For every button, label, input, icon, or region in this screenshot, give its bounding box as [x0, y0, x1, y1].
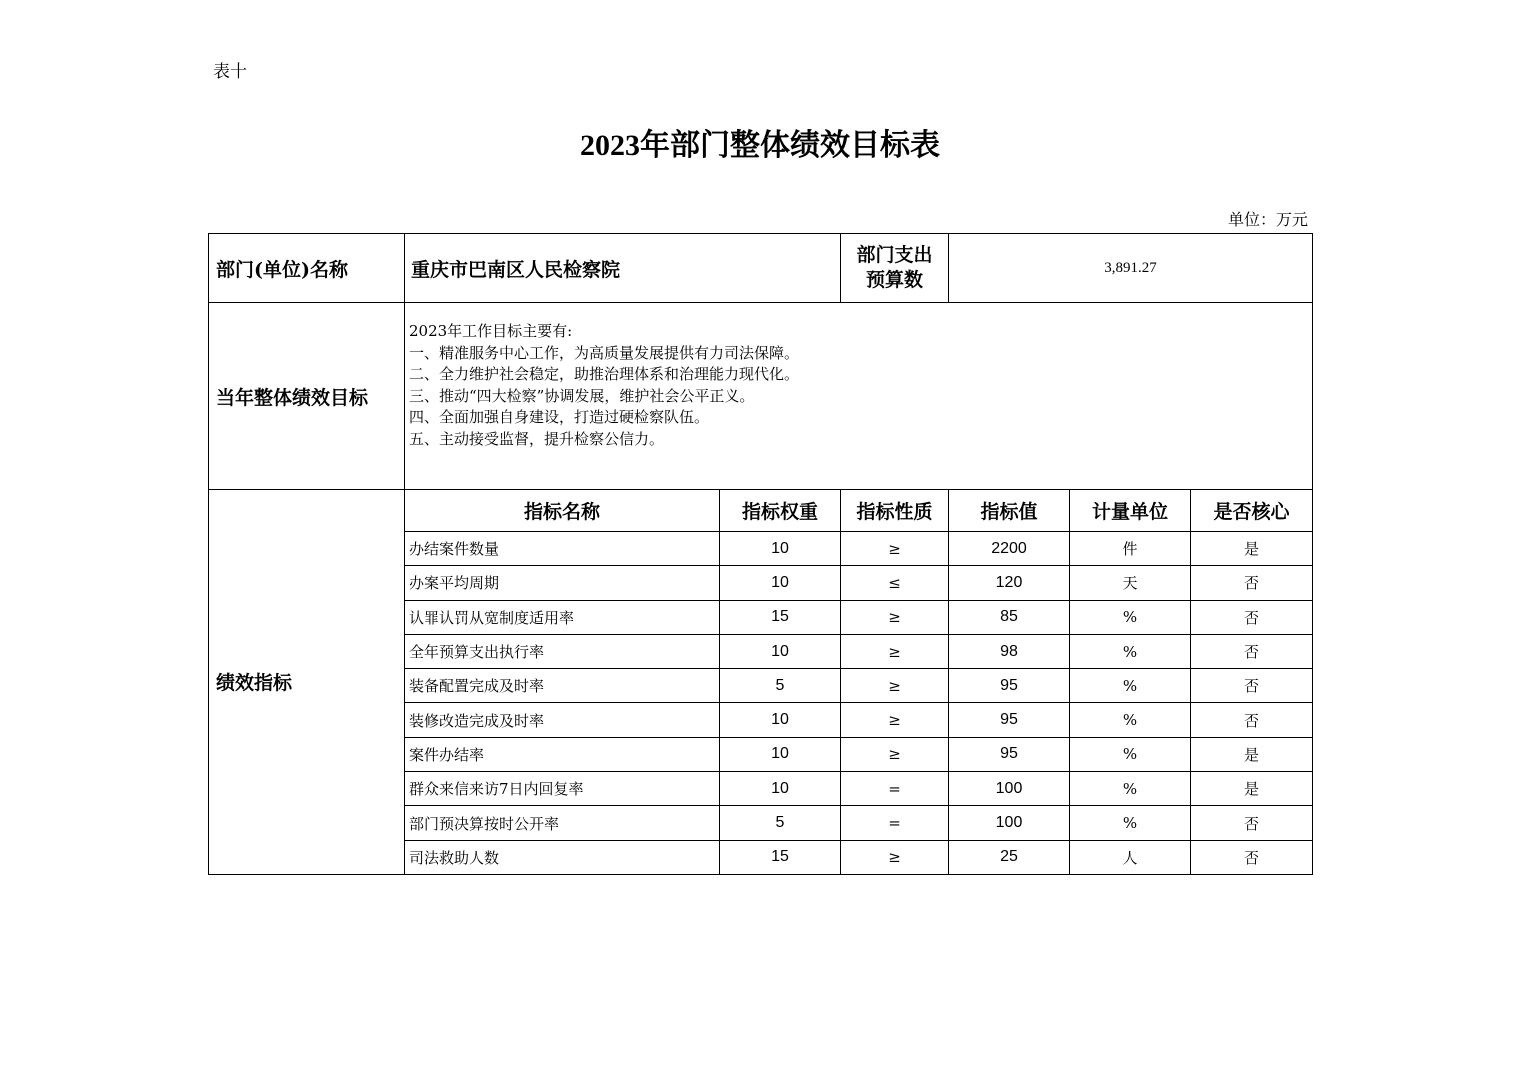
budget-label-line-2: 预算数 [866, 269, 924, 291]
indicator-unit: % [1070, 669, 1191, 703]
indicator-nature: ≥ [841, 532, 949, 566]
column-header: 指标权重 [720, 490, 841, 532]
indicator-name: 案件办结率 [405, 737, 720, 771]
indicator-value: 95 [949, 669, 1070, 703]
indicator-core: 是 [1191, 737, 1313, 771]
indicator-core: 否 [1191, 806, 1313, 840]
goals-line: 二、全力维护社会稳定，助推治理体系和治理能力现代化。 [409, 365, 800, 383]
indicator-value: 2200 [949, 532, 1070, 566]
indicator-header-row [209, 490, 1313, 532]
indicator-name: 装备配置完成及时率 [405, 669, 720, 703]
goals-row [209, 303, 1313, 490]
goals-line: 2023年工作目标主要有: [409, 322, 573, 340]
unit-label: 单位：万元 [1227, 210, 1308, 229]
indicator-core: 否 [1191, 840, 1313, 874]
indicator-nature: ≥ [841, 600, 949, 634]
indicator-weight: 15 [720, 840, 841, 874]
indicator-name: 办结案件数量 [405, 532, 720, 566]
indicator-value: 98 [949, 634, 1070, 668]
indicator-name: 办案平均周期 [405, 566, 720, 600]
indicator-unit: 件 [1070, 532, 1191, 566]
budget-label [841, 234, 949, 303]
column-header: 是否核心 [1191, 490, 1313, 532]
indicator-name: 装修改造完成及时率 [405, 703, 720, 737]
indicator-name: 全年预算支出执行率 [405, 634, 720, 668]
indicator-unit: 人 [1070, 840, 1191, 874]
indicator-core: 否 [1191, 566, 1313, 600]
indicator-nature: = [841, 772, 949, 806]
indicator-nature: ≤ [841, 566, 949, 600]
goals-line: 一、精准服务中心工作，为高质量发展提供有力司法保障。 [409, 343, 800, 362]
column-header: 计量单位 [1070, 490, 1191, 532]
indicator-value: 25 [949, 840, 1070, 874]
indicator-value: 95 [949, 737, 1070, 771]
indicators-label: 绩效指标 [209, 490, 405, 875]
goals-label: 当年整体绩效目标 [209, 303, 405, 490]
indicator-name: 认罪认罚从宽制度适用率 [405, 600, 720, 634]
indicator-weight: 10 [720, 772, 841, 806]
indicator-weight: 15 [720, 600, 841, 634]
indicator-nature: ≥ [841, 840, 949, 874]
indicator-value: 100 [949, 806, 1070, 840]
indicator-nature: ≥ [841, 669, 949, 703]
goals-line: 四、全面加强自身建设，打造过硬检察队伍。 [409, 408, 710, 426]
indicator-unit: % [1070, 806, 1191, 840]
indicator-core: 是 [1191, 532, 1313, 566]
indicator-value: 95 [949, 703, 1070, 737]
goals-line: 三、推动“四大检察”协调发展，维护社会公平正义。 [409, 386, 755, 405]
indicator-core: 否 [1191, 703, 1313, 737]
indicator-name: 司法救助人数 [405, 840, 720, 874]
indicator-nature: ≥ [841, 634, 949, 668]
indicator-nature: ≥ [841, 703, 949, 737]
dept-name-label: 部门(单位)名称 [209, 234, 405, 303]
page-title: 2023年部门整体绩效目标表 [580, 129, 940, 162]
indicator-value: 100 [949, 772, 1070, 806]
indicator-weight: 10 [720, 703, 841, 737]
indicator-core: 否 [1191, 600, 1313, 634]
goals-line: 五、主动接受监督，提升检察公信力。 [409, 429, 665, 448]
indicator-weight: 5 [720, 806, 841, 840]
indicator-unit: 天 [1070, 566, 1191, 600]
goals-text [405, 303, 1313, 490]
indicator-value: 85 [949, 600, 1070, 634]
indicator-weight: 10 [720, 634, 841, 668]
column-header: 指标名称 [405, 490, 720, 532]
indicator-name: 群众来信来访7日内回复率 [405, 772, 720, 806]
indicator-weight: 10 [720, 737, 841, 771]
indicator-nature: = [841, 806, 949, 840]
indicator-core: 否 [1191, 634, 1313, 668]
indicator-unit: % [1070, 634, 1191, 668]
indicator-unit: % [1070, 737, 1191, 771]
performance-table [208, 233, 1313, 875]
column-header: 指标值 [949, 490, 1070, 532]
dept-name-value: 重庆市巴南区人民检察院 [405, 234, 841, 303]
indicator-weight: 10 [720, 532, 841, 566]
indicator-core: 否 [1191, 669, 1313, 703]
indicator-weight: 5 [720, 669, 841, 703]
indicator-value: 120 [949, 566, 1070, 600]
indicator-unit: % [1070, 600, 1191, 634]
indicator-core: 是 [1191, 772, 1313, 806]
budget-value: 3,891.27 [949, 234, 1313, 303]
dept-row [209, 234, 1313, 303]
indicator-weight: 10 [720, 566, 841, 600]
table-number: 表十 [213, 62, 247, 82]
indicator-name: 部门预决算按时公开率 [405, 806, 720, 840]
column-header: 指标性质 [841, 490, 949, 532]
indicator-nature: ≥ [841, 737, 949, 771]
indicator-unit: % [1070, 772, 1191, 806]
indicator-unit: % [1070, 703, 1191, 737]
budget-label-line-1: 部门支出 [856, 244, 933, 266]
